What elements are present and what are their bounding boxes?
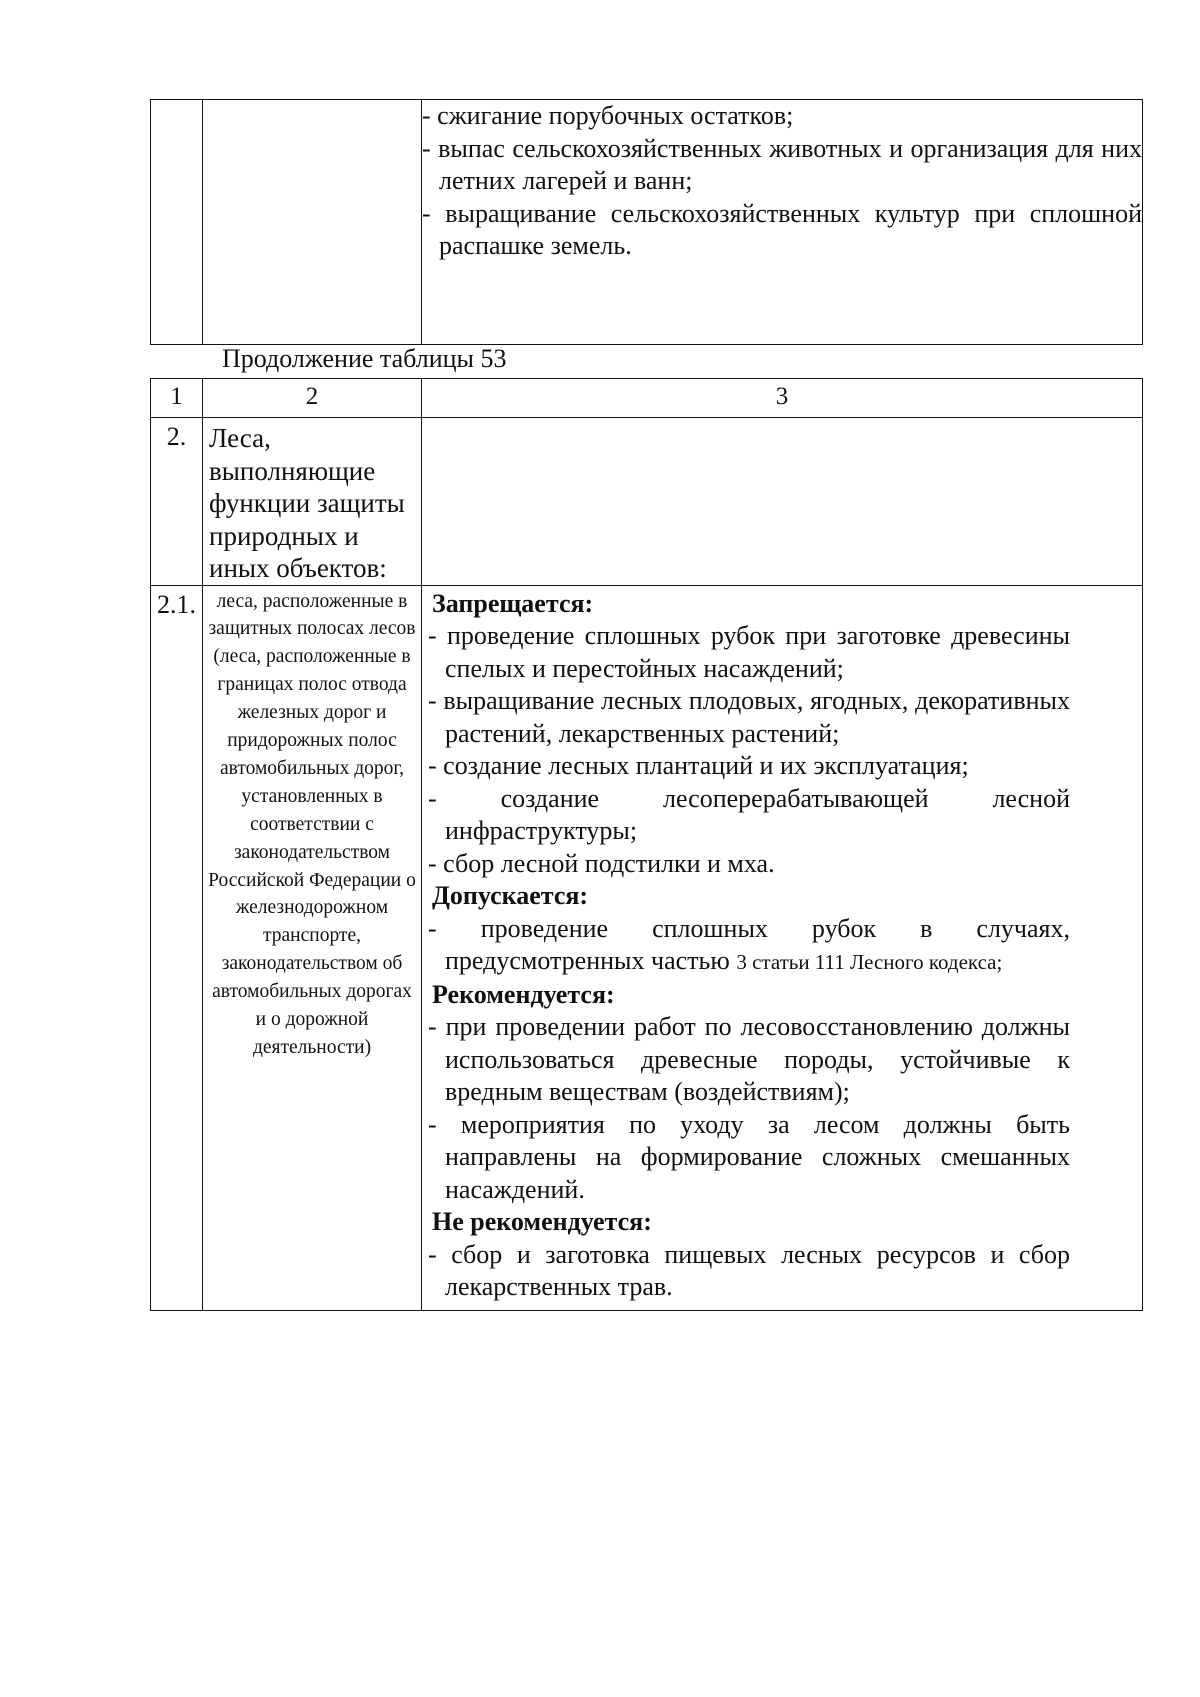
law-reference: 3 статьи 111 Лесного кодекса; xyxy=(736,950,1003,974)
table-top xyxy=(150,99,1143,345)
forest-category: леса, расположенные в защитных полосах лесов (леса, расположенные в границах полос отвода железных дорог и придорожных полос автомобильных дорог, установленных в соответствии с законодательством Российской Федерации о железнодорожном транспорте, законодательством об автомобильных дорогах и о дорожной деятельности) xyxy=(203,585,422,1310)
not-recommended-heading: Не рекомендуется: xyxy=(432,1207,652,1236)
recommended-heading: Рекомендуется: xyxy=(432,979,615,1009)
table-cell-rules xyxy=(422,100,1143,345)
list-item: - выпас сельскохозяйственных животных и организация для них летних лагерей и ванн; xyxy=(422,133,1142,198)
table-continuation-caption: Продолжение таблицы 53 xyxy=(222,344,507,373)
prohibited-heading: Запрещается: xyxy=(432,588,594,618)
list-item: - создание лесоперерабатывающей лесной инфраструктуры; xyxy=(428,783,1070,848)
table-header-row xyxy=(151,379,1143,418)
allowed-heading: Допускается: xyxy=(432,881,589,910)
list-item xyxy=(428,913,1070,979)
restrictions-list xyxy=(422,100,1142,263)
list-item: - проведение сплошных рубок при заготовке древесины спелых и перестойных насаждений; xyxy=(428,620,1070,685)
table-cell-rules xyxy=(422,418,1143,586)
row-number: 2. xyxy=(151,418,203,586)
allowed-list xyxy=(428,913,1070,979)
not-recommended-list xyxy=(428,1239,1070,1304)
list-item: - сбор лесной подстилки и мха. xyxy=(428,848,1070,881)
table-row xyxy=(151,585,1143,1310)
table-cell-number xyxy=(151,100,203,345)
allowed-text: проведение сплошных рубок в случаях, предусмотренных частью xyxy=(445,913,1070,975)
list-item: - сбор и заготовка пищевых лесных ресурсов и сбор лекарственных трав. xyxy=(428,1239,1070,1304)
column-header-1: 1 xyxy=(151,379,203,418)
column-header-2: 2 xyxy=(203,379,422,418)
table-cell-category xyxy=(203,100,422,345)
list-item: - создание лесных плантаций и их эксплуатация; xyxy=(428,750,1070,783)
list-item: - мероприятия по уходу за лесом должны быть направлены на формирование сложных смешанных насаждений. xyxy=(428,1109,1070,1207)
table-main xyxy=(150,378,1143,1311)
row-number: 2.1. xyxy=(151,585,203,1310)
table-row xyxy=(151,418,1143,586)
column-header-3: 3 xyxy=(422,379,1143,418)
prohibited-list xyxy=(428,620,1070,880)
table-row xyxy=(151,100,1143,345)
list-item: - выращивание лесных плодовых, ягодных, декоративных растений, лекарственных растений; xyxy=(428,685,1070,750)
list-item: - сжигание порубочных остатков; xyxy=(422,100,1142,133)
list-item: - при проведении работ по лесовосстановлению должны использоваться древесные породы, устойчивые к вредным веществам (воздействиям); xyxy=(428,1011,1070,1109)
recommended-list xyxy=(428,1011,1070,1206)
list-item: - выращивание сельскохозяйственных культур при сплошной распашке земель. xyxy=(422,198,1142,263)
forest-category: Леса, выполняющие функции защиты природных и иных объектов: xyxy=(203,418,422,586)
table-cell-rules xyxy=(422,585,1143,1310)
